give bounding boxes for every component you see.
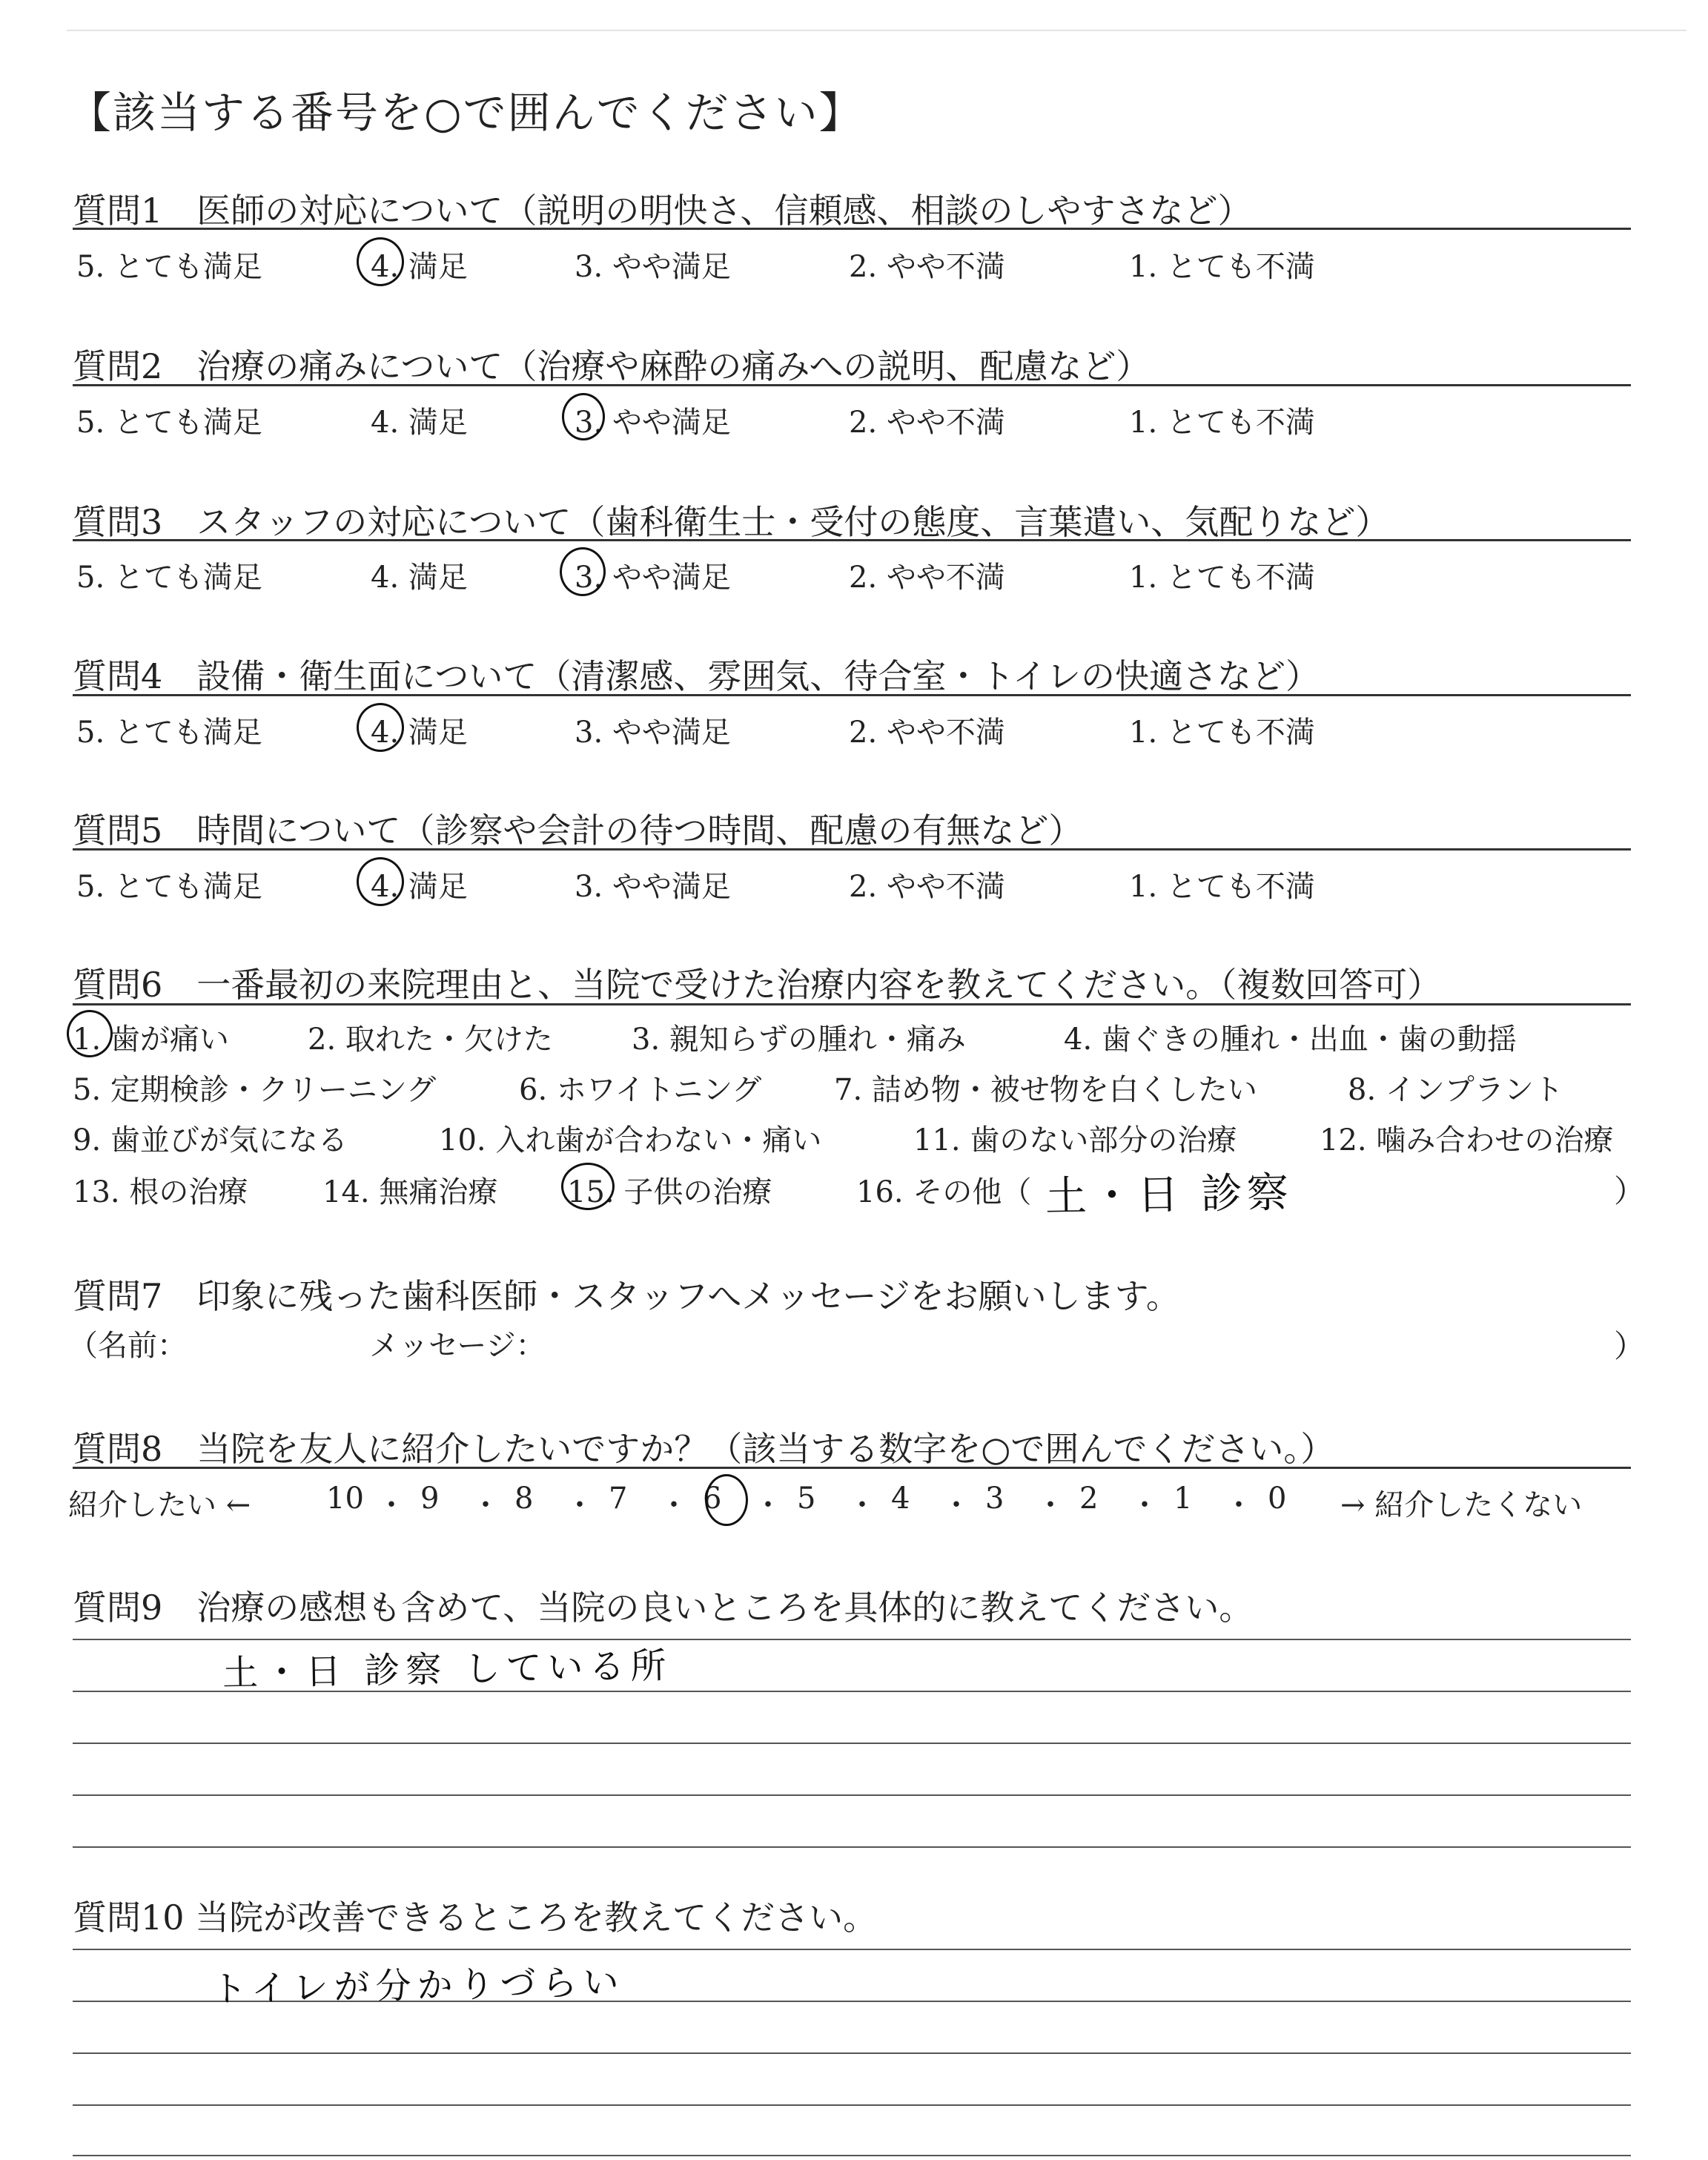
question-4-rule [73, 694, 1631, 696]
q3-option-5[interactable]: 5. とても満足 [76, 561, 262, 595]
q8-scale-value-1[interactable]: 1 [1174, 1482, 1193, 1516]
q8-scale-separator: ・ [753, 1488, 783, 1522]
scan-top-edge [67, 30, 1687, 31]
q2-option-1[interactable]: 1. とても不満 [1129, 406, 1315, 440]
q9-handwritten-answer: 土・日 診察 している所 [222, 1645, 673, 1694]
q2-option-2[interactable]: 2. やや不満 [849, 406, 1005, 440]
q8-scale-value-3[interactable]: 3 [985, 1482, 1004, 1516]
q6-option-3[interactable]: 3. 親知らずの腫れ・痛み [632, 1023, 966, 1057]
question-8-heading: 質問8 当院を友人に紹介したいですか？（該当する数字を○で囲んでください。） [73, 1429, 1335, 1469]
q3-option-2[interactable]: 2. やや不満 [849, 561, 1005, 595]
q8-scale-value-7[interactable]: 7 [609, 1482, 628, 1516]
q1-option-3[interactable]: 3. やや満足 [575, 250, 731, 284]
q6-option-12[interactable]: 12. 噛み合わせの治療 [1320, 1123, 1614, 1157]
q5-option-3[interactable]: 3. やや満足 [575, 870, 731, 904]
q6-option-10[interactable]: 10. 入れ歯が合わない・痛い [439, 1123, 822, 1157]
question-7-heading: 質問7 印象に残った歯科医師・スタッフへメッセージをお願いします。 [73, 1276, 1180, 1316]
q10-writing-line-5 [73, 2155, 1631, 2156]
q1-option-4[interactable]: 4. 満足 [371, 250, 468, 284]
q7-paren-close: ） [1614, 1328, 1646, 1364]
q8-scale-separator: ・ [1130, 1488, 1159, 1522]
q8-scale-value-6[interactable]: 6 [703, 1482, 722, 1516]
q6-option-9[interactable]: 9. 歯並びが気になる [73, 1123, 348, 1157]
q7-message-label: メッセージ： [369, 1329, 546, 1363]
q8-scale-separator: ・ [565, 1488, 595, 1522]
q9-writing-line-3 [73, 1743, 1631, 1744]
question-10-heading: 質問10 当院が改善できるところを教えてください。 [73, 1898, 878, 1938]
q6-option-6[interactable]: 6. ホワイトニング [519, 1073, 762, 1107]
q6-option-8[interactable]: 8. インプラント [1348, 1073, 1563, 1107]
q6-option-14[interactable]: 14. 無痛治療 [322, 1175, 498, 1209]
q6-option-5[interactable]: 5. 定期検診・クリーニング [73, 1073, 437, 1107]
q9-writing-line-5 [73, 1846, 1631, 1848]
question-6-heading: 質問6 一番最初の来院理由と、当院で受けた治療内容を教えてください。（複数回答可） [73, 965, 1442, 1005]
question-4-heading: 質問4 設備・衛生面について（清潔感、雰囲気、待合室・トイレの快適さなど） [73, 656, 1320, 696]
q10-handwritten-answer: トイレが分かりづらい [211, 1961, 626, 2010]
q6-option-1[interactable]: 1. 歯が痛い [73, 1023, 229, 1057]
q2-option-4[interactable]: 4. 満足 [371, 406, 468, 440]
question-9-heading: 質問9 治療の感想も含めて、当院の良いところを具体的に教えてください。 [73, 1588, 1254, 1628]
q5-option-2[interactable]: 2. やや不満 [849, 870, 1005, 904]
q6-option-16[interactable]: 16. その他（ [856, 1175, 1032, 1209]
q8-scale-separator: ・ [659, 1488, 689, 1522]
q8-scale-value-5[interactable]: 5 [797, 1482, 816, 1516]
q6-option-7[interactable]: 7. 詰め物・被せ物を白くしたい [834, 1073, 1257, 1107]
q4-option-4[interactable]: 4. 満足 [371, 716, 468, 750]
q10-writing-line-4 [73, 2104, 1631, 2106]
q3-option-4[interactable]: 4. 満足 [371, 561, 468, 595]
q8-scale-separator: ・ [941, 1488, 971, 1522]
q8-scale-separator: ・ [1036, 1488, 1065, 1522]
question-6-rule [73, 1003, 1631, 1005]
q10-writing-line-3 [73, 2052, 1631, 2054]
q6-other-paren-close: ） [1614, 1173, 1646, 1209]
q8-scale-separator: ・ [847, 1488, 877, 1522]
q3-option-3[interactable]: 3. やや満足 [575, 561, 731, 595]
q5-option-4[interactable]: 4. 満足 [371, 870, 468, 904]
q8-scale-value-0[interactable]: 0 [1268, 1482, 1287, 1516]
q6-option-2[interactable]: 2. 取れた・欠けた [308, 1023, 553, 1057]
q8-left-label: 紹介したい ← [68, 1488, 251, 1522]
q6-other-handwritten-answer: 土・日 診察 [1045, 1169, 1294, 1221]
q8-scale-value-2[interactable]: 2 [1079, 1482, 1099, 1516]
question-2-heading: 質問2 治療の痛みについて（治療や麻酔の痛みへの説明、配慮など） [73, 346, 1151, 386]
q8-right-label: → 紹介したくない [1340, 1488, 1583, 1522]
question-3-rule [73, 539, 1631, 541]
q8-scale-value-9[interactable]: 9 [420, 1482, 440, 1516]
question-1-rule [73, 228, 1631, 230]
form-title: 【該当する番号を○で囲んでください】 [68, 87, 864, 138]
q6-option-11[interactable]: 11. 歯のない部分の治療 [913, 1123, 1237, 1157]
q6-option-13[interactable]: 13. 根の治療 [73, 1175, 248, 1209]
q9-writing-line-4 [73, 1794, 1631, 1796]
q8-scale-value-4[interactable]: 4 [891, 1482, 910, 1516]
q9-writing-line-1 [73, 1639, 1631, 1640]
q1-option-2[interactable]: 2. やや不満 [849, 250, 1005, 284]
question-2-rule [73, 384, 1631, 386]
q4-option-1[interactable]: 1. とても不満 [1129, 716, 1315, 750]
q2-option-5[interactable]: 5. とても満足 [76, 406, 262, 440]
question-5-rule [73, 848, 1631, 851]
q6-option-4[interactable]: 4. 歯ぐきの腫れ・出血・歯の動揺 [1064, 1023, 1517, 1057]
q6-option-15[interactable]: 15. 子供の治療 [567, 1175, 772, 1209]
question-8-rule [73, 1467, 1631, 1469]
q8-scale-separator: ・ [1224, 1488, 1254, 1522]
q3-option-1[interactable]: 1. とても不満 [1129, 561, 1315, 595]
q5-option-5[interactable]: 5. とても満足 [76, 870, 262, 904]
q4-option-3[interactable]: 3. やや満足 [575, 716, 731, 750]
q8-scale-separator: ・ [471, 1488, 500, 1522]
q8-scale-value-8[interactable]: 8 [514, 1482, 534, 1516]
q4-option-2[interactable]: 2. やや不満 [849, 716, 1005, 750]
q8-scale-separator: ・ [377, 1488, 406, 1522]
q8-scale-value-10[interactable]: 10 [326, 1482, 364, 1516]
question-5-heading: 質問5 時間について（診察や会計の待つ時間、配慮の有無など） [73, 810, 1083, 851]
q1-option-5[interactable]: 5. とても満足 [76, 250, 262, 284]
q1-option-1[interactable]: 1. とても不満 [1129, 250, 1315, 284]
q7-name-label: （名前： [68, 1329, 187, 1363]
q4-option-5[interactable]: 5. とても満足 [76, 716, 262, 750]
q5-option-1[interactable]: 1. とても不満 [1129, 870, 1315, 904]
question-3-heading: 質問3 スタッフの対応について（歯科衛生士・受付の態度、言葉遣い、気配りなど） [73, 502, 1390, 542]
question-1-heading: 質問1 医師の対応について（説明の明快さ、信頼感、相談のしやすさなど） [73, 191, 1252, 231]
q2-option-3[interactable]: 3. やや満足 [575, 406, 731, 440]
q10-writing-line-1 [73, 1949, 1631, 1950]
